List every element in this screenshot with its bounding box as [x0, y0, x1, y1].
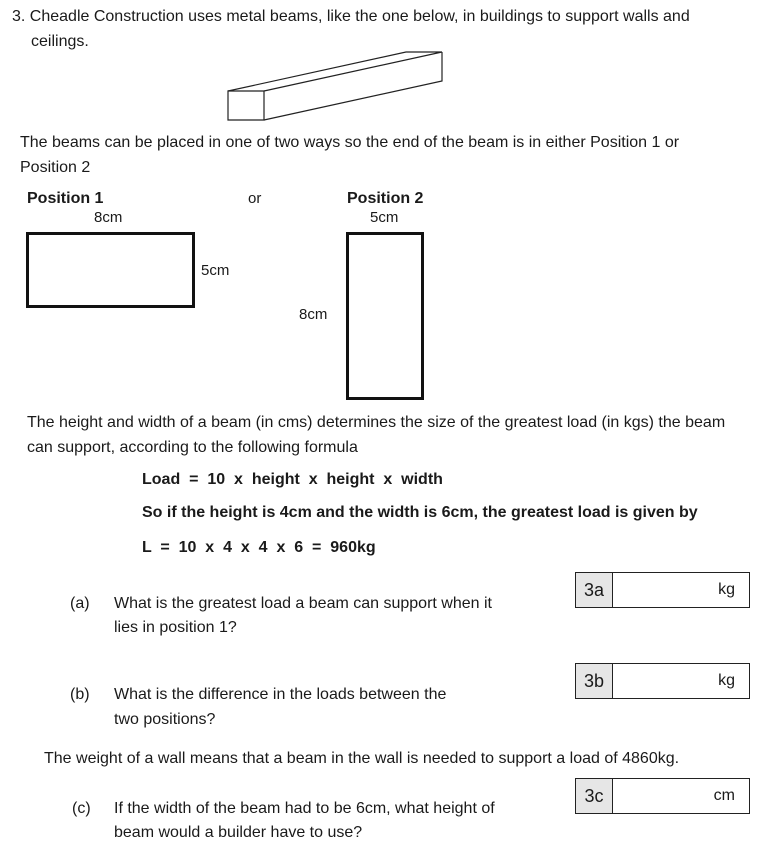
- placement-line-2: Position 2: [20, 159, 91, 176]
- answer-box-3a-label: 3a: [576, 573, 613, 607]
- beam-illustration: [220, 44, 450, 124]
- beam-end-face: [228, 91, 264, 120]
- position-2-rectangle: [346, 232, 424, 400]
- position-1-height-label: 5cm: [201, 262, 230, 279]
- part-b-line-2: two positions?: [114, 711, 216, 728]
- beam-side-face: [264, 52, 442, 120]
- wall-load-text: The weight of a wall means that a beam in the wall is needed to support a load of 4860kg.: [44, 750, 680, 767]
- answer-box-3a[interactable]: [575, 572, 750, 608]
- beam-top-face: [228, 52, 442, 91]
- answer-box-3c[interactable]: [575, 778, 750, 814]
- position-2-title: Position 2: [347, 190, 424, 207]
- question-line-2: ceilings.: [31, 33, 89, 50]
- answer-box-3a-unit: kg: [718, 581, 735, 598]
- answer-box-3b[interactable]: [575, 663, 750, 699]
- position-2-width-label: 5cm: [370, 209, 399, 226]
- answer-box-3c-unit: cm: [713, 787, 735, 804]
- formula-line-2: So if the height is 4cm and the width is 6cm, the greatest load is given by: [142, 504, 698, 521]
- part-c-line-2: beam would a builder have to use?: [114, 824, 363, 841]
- formula-intro-line-2: can support, according to the following formula: [27, 439, 358, 456]
- position-1-rectangle: [26, 232, 195, 308]
- position-1-title: Position 1: [27, 190, 104, 207]
- part-b-letter: (b): [70, 686, 90, 703]
- part-b-line-1: What is the difference in the loads between the: [114, 686, 447, 703]
- position-1-width-label: 8cm: [94, 209, 123, 226]
- formula-line-1: Load = 10 x height x height x width: [142, 471, 443, 488]
- or-label: or: [248, 190, 262, 207]
- part-c-line-1: If the width of the beam had to be 6cm, what height of: [114, 800, 495, 817]
- placement-line-1: The beams can be placed in one of two ways so the end of the beam is in either Position 1 or: [20, 134, 680, 151]
- question-line-1: 3. Cheadle Construction uses metal beams, like the one below, in buildings to support walls and: [12, 8, 690, 25]
- formula-intro-line-1: The height and width of a beam (in cms) determines the size of the greatest load (in kgs) the beam: [27, 414, 726, 431]
- part-c-letter: (c): [72, 800, 91, 817]
- answer-box-3b-label: 3b: [576, 664, 613, 698]
- part-a-line-2: lies in position 1?: [114, 619, 237, 636]
- part-a-line-1: What is the greatest load a beam can support when it: [114, 595, 492, 612]
- position-2-height-label: 8cm: [299, 306, 328, 323]
- answer-box-3b-unit: kg: [718, 672, 735, 689]
- formula-line-3: L = 10 x 4 x 4 x 6 = 960kg: [142, 539, 376, 556]
- answer-box-3c-label: 3c: [576, 779, 613, 813]
- part-a-letter: (a): [70, 595, 90, 612]
